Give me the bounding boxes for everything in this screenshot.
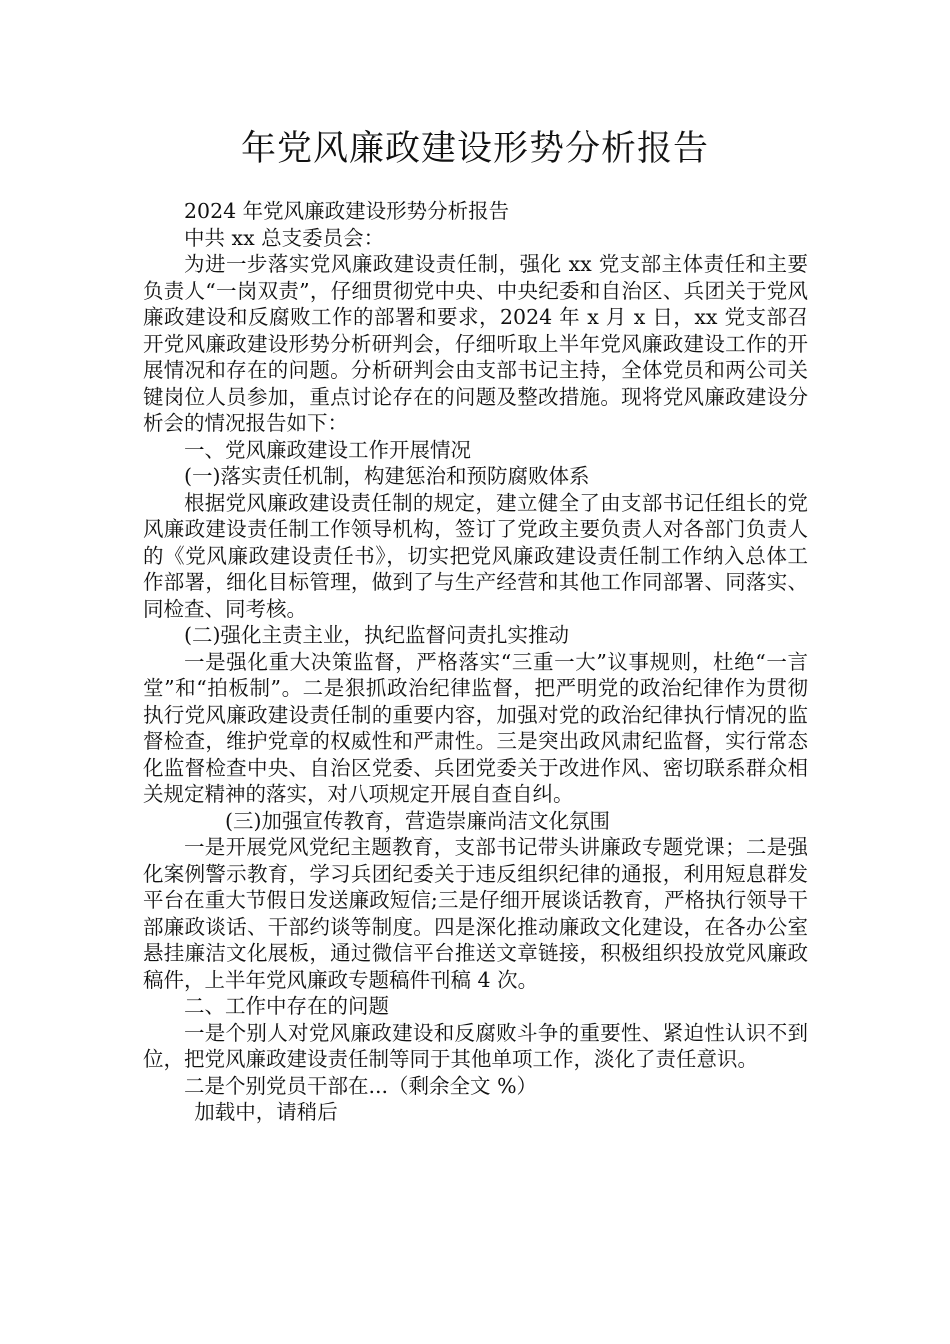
salutation-line: 中共 xx 总支委员会： (184, 225, 385, 250)
subtitle-line: 2024 年党风廉政建设形势分析报告 (184, 199, 510, 223)
body-paragraph: 根据党风廉政建设责任制的规定，建立健全了由支部书记任组长的党风廉政建设责任制工作领导机构，签订了党政主要负责人对各部门负责人的《党风廉政建设责任书》，切实把党风廉政建设责任制工作纳入总体工作部署，细化目标管理，做到了与生产经营和其他工作同部署、同落实、同检查、同考核。 (143, 490, 808, 621)
section-heading-2: 二、工作中存在的问题 (184, 994, 389, 1018)
section-heading-1: 一、党风廉政建设工作开展情况 (184, 437, 471, 462)
intro-paragraph: 为进一步落实党风廉政建设责任制，强化 xx 党支部主体责任和主要负责人“一岗双责”，仔细贯彻党中央、中央纪委和自治区、兵团关于党风廉政建设和反腐败工作的部署和要求，2024 年 x 月 x 日，xx 党支部召开党风廉政建设形势分析研判会，仔细听取上半年党风廉政建设工作的开展情况和存在的问题。分析研判会由支部书记主持，全体党员和两公司关键岗位人员参加，重点讨论存在的问题及整改措施。现将党风廉政建设分析会的情况报告如下： (143, 252, 808, 435)
document-body (143, 198, 808, 1126)
body-paragraph: 一是个别人对党风廉政建设和反腐败斗争的重要性、紧迫性认识不到位，把党风廉政建设责任制等同于其他单项工作，淡化了责任意识。 (143, 1020, 808, 1071)
body-paragraph: 一是强化重大决策监督，严格落实“三重一大”议事规则，杜绝“一言堂”和“拍板制”。二是狠抓政治纪律监督，把严明党的政治纪律作为贯彻执行党风廉政建设责任制的重要内容，加强对党的政治纪律执行情况的监督检查，维护党章的权威性和严肃性。三是突出政风肃纪监督，实行常态化监督检查中央、自治区党委、兵团党委关于改进作风、密切联系群众相关规定精神的落实，对八项规定开展自查自纠。 (143, 649, 808, 806)
subsection-heading-2: (二)强化主责主业，执纪监督问责扎实推动 (184, 623, 569, 647)
subsection-heading-3: (三)加强宣传教育，营造崇廉尚洁文化氛围 (225, 808, 610, 833)
document-title: 年党风廉政建设形势分析报告 (240, 129, 709, 169)
loading-text: 加载中，请稍后 (194, 1100, 338, 1124)
subsection-heading-1: (一)落实责任机制，构建惩治和预防腐败体系 (184, 464, 590, 488)
body-paragraph: 一是开展党风党纪主题教育，支部书记带头讲廉政专题党课；二是强化案例警示教育，学习兵团纪委关于违反组织纪律的通报，利用短息群发平台在重大节假日发送廉政短信;三是仔细开展谈话教育，严格执行领导干部廉政谈话、干部约谈等制度。四是深化推动廉政文化建设，在各办公室悬挂廉洁文化展板，通过微信平台推送文章链接，积极组织投放党风廉政稿件，上半年党风廉政专题稿件刊稿 4 次。 (143, 835, 808, 992)
truncated-paragraph: 二是个别党员干部在...（剩余全文 %） (184, 1073, 538, 1098)
